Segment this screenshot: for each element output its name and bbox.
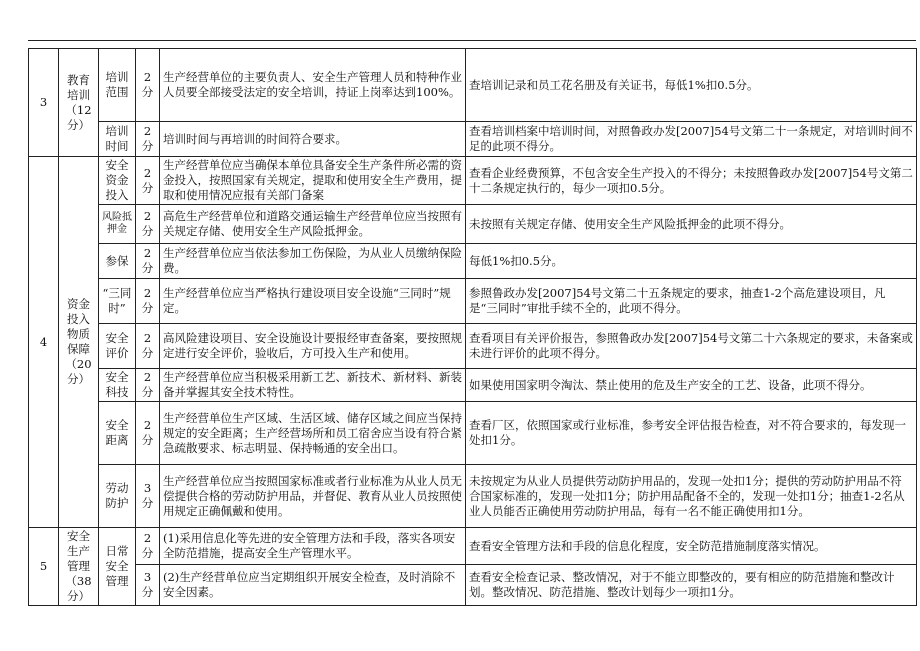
method-cell: 未按规定为从业人员提供劳动防护用品的，发现一处扣1分；提供的劳动防护用品不符合国家标准的，发现一处扣1分；防护用品配备不全的，发现一处扣1分；抽查1-2名从业人员能否正确使用劳动防护用品，每有一名不能正确使用扣1分。: [466, 465, 917, 528]
score-cell: 2分: [136, 157, 160, 205]
item-cell: 日常安全管理: [99, 528, 136, 606]
table-row: [29, 369, 917, 402]
item-cell: “三同时”: [99, 279, 136, 324]
row-number: 4: [29, 157, 59, 528]
method-cell: 查看企业经费预算，不包含安全生产投入的不得分；未按照鲁政办发[2007]54号文第二十二条规定执行的，每少一项扣0.5分。: [466, 157, 917, 205]
table-row: [29, 122, 917, 157]
table-row: [29, 402, 917, 465]
requirement-cell: 生产经营单位的主要负责人、安全生产管理人员和特种作业人员要全部接受法定的安全培训，持证上岗率达到100%。: [160, 49, 466, 122]
requirement-cell: 生产经营单位应当依法参加工伤保险，为从业人员缴纳保险费。: [160, 244, 466, 279]
score-cell: 2分: [136, 122, 160, 157]
requirement-cell: 生产经营单位应当严格执行建设项目安全设施“三同时”规定。: [160, 279, 466, 324]
score-cell: 2分: [136, 402, 160, 465]
requirement-cell: 高风险建设项目、安全设施设计要报经审查备案，要按照规定进行安全评价，验收后，方可投入生产和使用。: [160, 324, 466, 369]
score-cell: 2分: [136, 528, 160, 565]
score-cell: 2分: [136, 49, 160, 122]
method-cell: 查看厂区，依照国家或行业标准，参考安全评估报告检查，对不符合要求的，每发现一处扣1分。: [466, 402, 917, 465]
score-cell: 2分: [136, 324, 160, 369]
score-cell: 3分: [136, 465, 160, 528]
method-cell: 查看安全检查记录、整改情况，对于不能立即整改的，要有相应的防范措施和整改计划。整改情况、防范措施、整改计划每少一项扣1分。: [466, 565, 917, 606]
requirement-cell: 高危生产经营单位和道路交通运输生产经营单位应当按照有关规定存储、使用安全生产风险抵押金。: [160, 205, 466, 244]
requirement-cell: (2)生产经营单位应当定期组织开展安全检查，及时消除不安全因素。: [160, 565, 466, 606]
requirement-cell: 生产经营单位生产区域、生活区域、储存区域之间应当保持规定的安全距离；生产经营场所和员工宿舍应当设有符合紧急疏散要求、标志明显、保持畅通的安全出口。: [160, 402, 466, 465]
item-cell: 安全距离: [99, 402, 136, 465]
category-cell: 资金投入物质保障（20分）: [59, 157, 99, 528]
table-row: [29, 465, 917, 528]
item-cell: 安全科技: [99, 369, 136, 402]
requirement-cell: (1)采用信息化等先进的安全管理方法和手段，落实各项安全防范措施，提高安全生产管理水平。: [160, 528, 466, 565]
item-cell: 参保: [99, 244, 136, 279]
requirement-cell: 生产经营单位应当积极采用新工艺、新技术、新材料、新装备并掌握其安全技术特性。: [160, 369, 466, 402]
table-row: [29, 324, 917, 369]
method-cell: 查看安全管理方法和手段的信息化程度，安全防范措施制度落实情况。: [466, 528, 917, 565]
item-cell: 安全评价: [99, 324, 136, 369]
item-cell: 劳动防护: [99, 465, 136, 528]
category-cell: 教育培训（12分）: [59, 49, 99, 157]
table-row: [29, 157, 917, 205]
table-top-rule: [28, 40, 916, 41]
item-cell: 培训时间: [99, 122, 136, 157]
score-cell: 2分: [136, 369, 160, 402]
table-row: [29, 49, 917, 122]
item-cell: 培训范围: [99, 49, 136, 122]
row-number: 3: [29, 49, 59, 157]
score-cell: 2分: [136, 205, 160, 244]
score-cell: 3分: [136, 565, 160, 606]
table-row: [29, 528, 917, 565]
method-cell: 查看培训档案中培训时间，对照鲁政办发[2007]54号文第二十一条规定，对培训时间不足的此项不得分。: [466, 122, 917, 157]
item-cell: 风险抵押金: [99, 205, 136, 244]
score-cell: 2分: [136, 279, 160, 324]
requirement-cell: 培训时间与再培训的时间符合要求。: [160, 122, 466, 157]
method-cell: 查培训记录和员工花名册及有关证书，每低1%扣0.5分。: [466, 49, 917, 122]
requirement-cell: 生产经营单位应当按照国家标准或者行业标准为从业人员无偿提供合格的劳动防护用品，并督促、教育从业人员按照使用规定正确佩戴和使用。: [160, 465, 466, 528]
table-row: [29, 244, 917, 279]
table-row: [29, 205, 917, 244]
score-cell: 2分: [136, 244, 160, 279]
requirement-cell: 生产经营单位应当确保本单位具备安全生产条件所必需的资金投入，按照国家有关规定，提取和使用安全生产费用，提取和使用情况应报有关部门备案: [160, 157, 466, 205]
method-cell: 查看项目有关评价报告，参照鲁政办发[2007]54号文第二十六条规定的要求，未备案或未进行评价的此项不得分。: [466, 324, 917, 369]
category-cell: 安全生产管理（38分）: [59, 528, 99, 606]
method-cell: 参照鲁政办发[2007]54号文第二十五条规定的要求，抽查1-2个高危建设项目，凡是“三同时”审批手续不全的，此项不得分。: [466, 279, 917, 324]
table-row: [29, 279, 917, 324]
method-cell: 每低1%扣0.5分。: [466, 244, 917, 279]
row-number: 5: [29, 528, 59, 606]
item-cell: 安全资金投入: [99, 157, 136, 205]
safety-assessment-table: [28, 48, 917, 606]
method-cell: 如果使用国家明令淘汰、禁止使用的危及生产安全的工艺、设备，此项不得分。: [466, 369, 917, 402]
method-cell: 未按照有关规定存储、使用安全生产风险抵押金的此项不得分。: [466, 205, 917, 244]
table-row: [29, 565, 917, 606]
